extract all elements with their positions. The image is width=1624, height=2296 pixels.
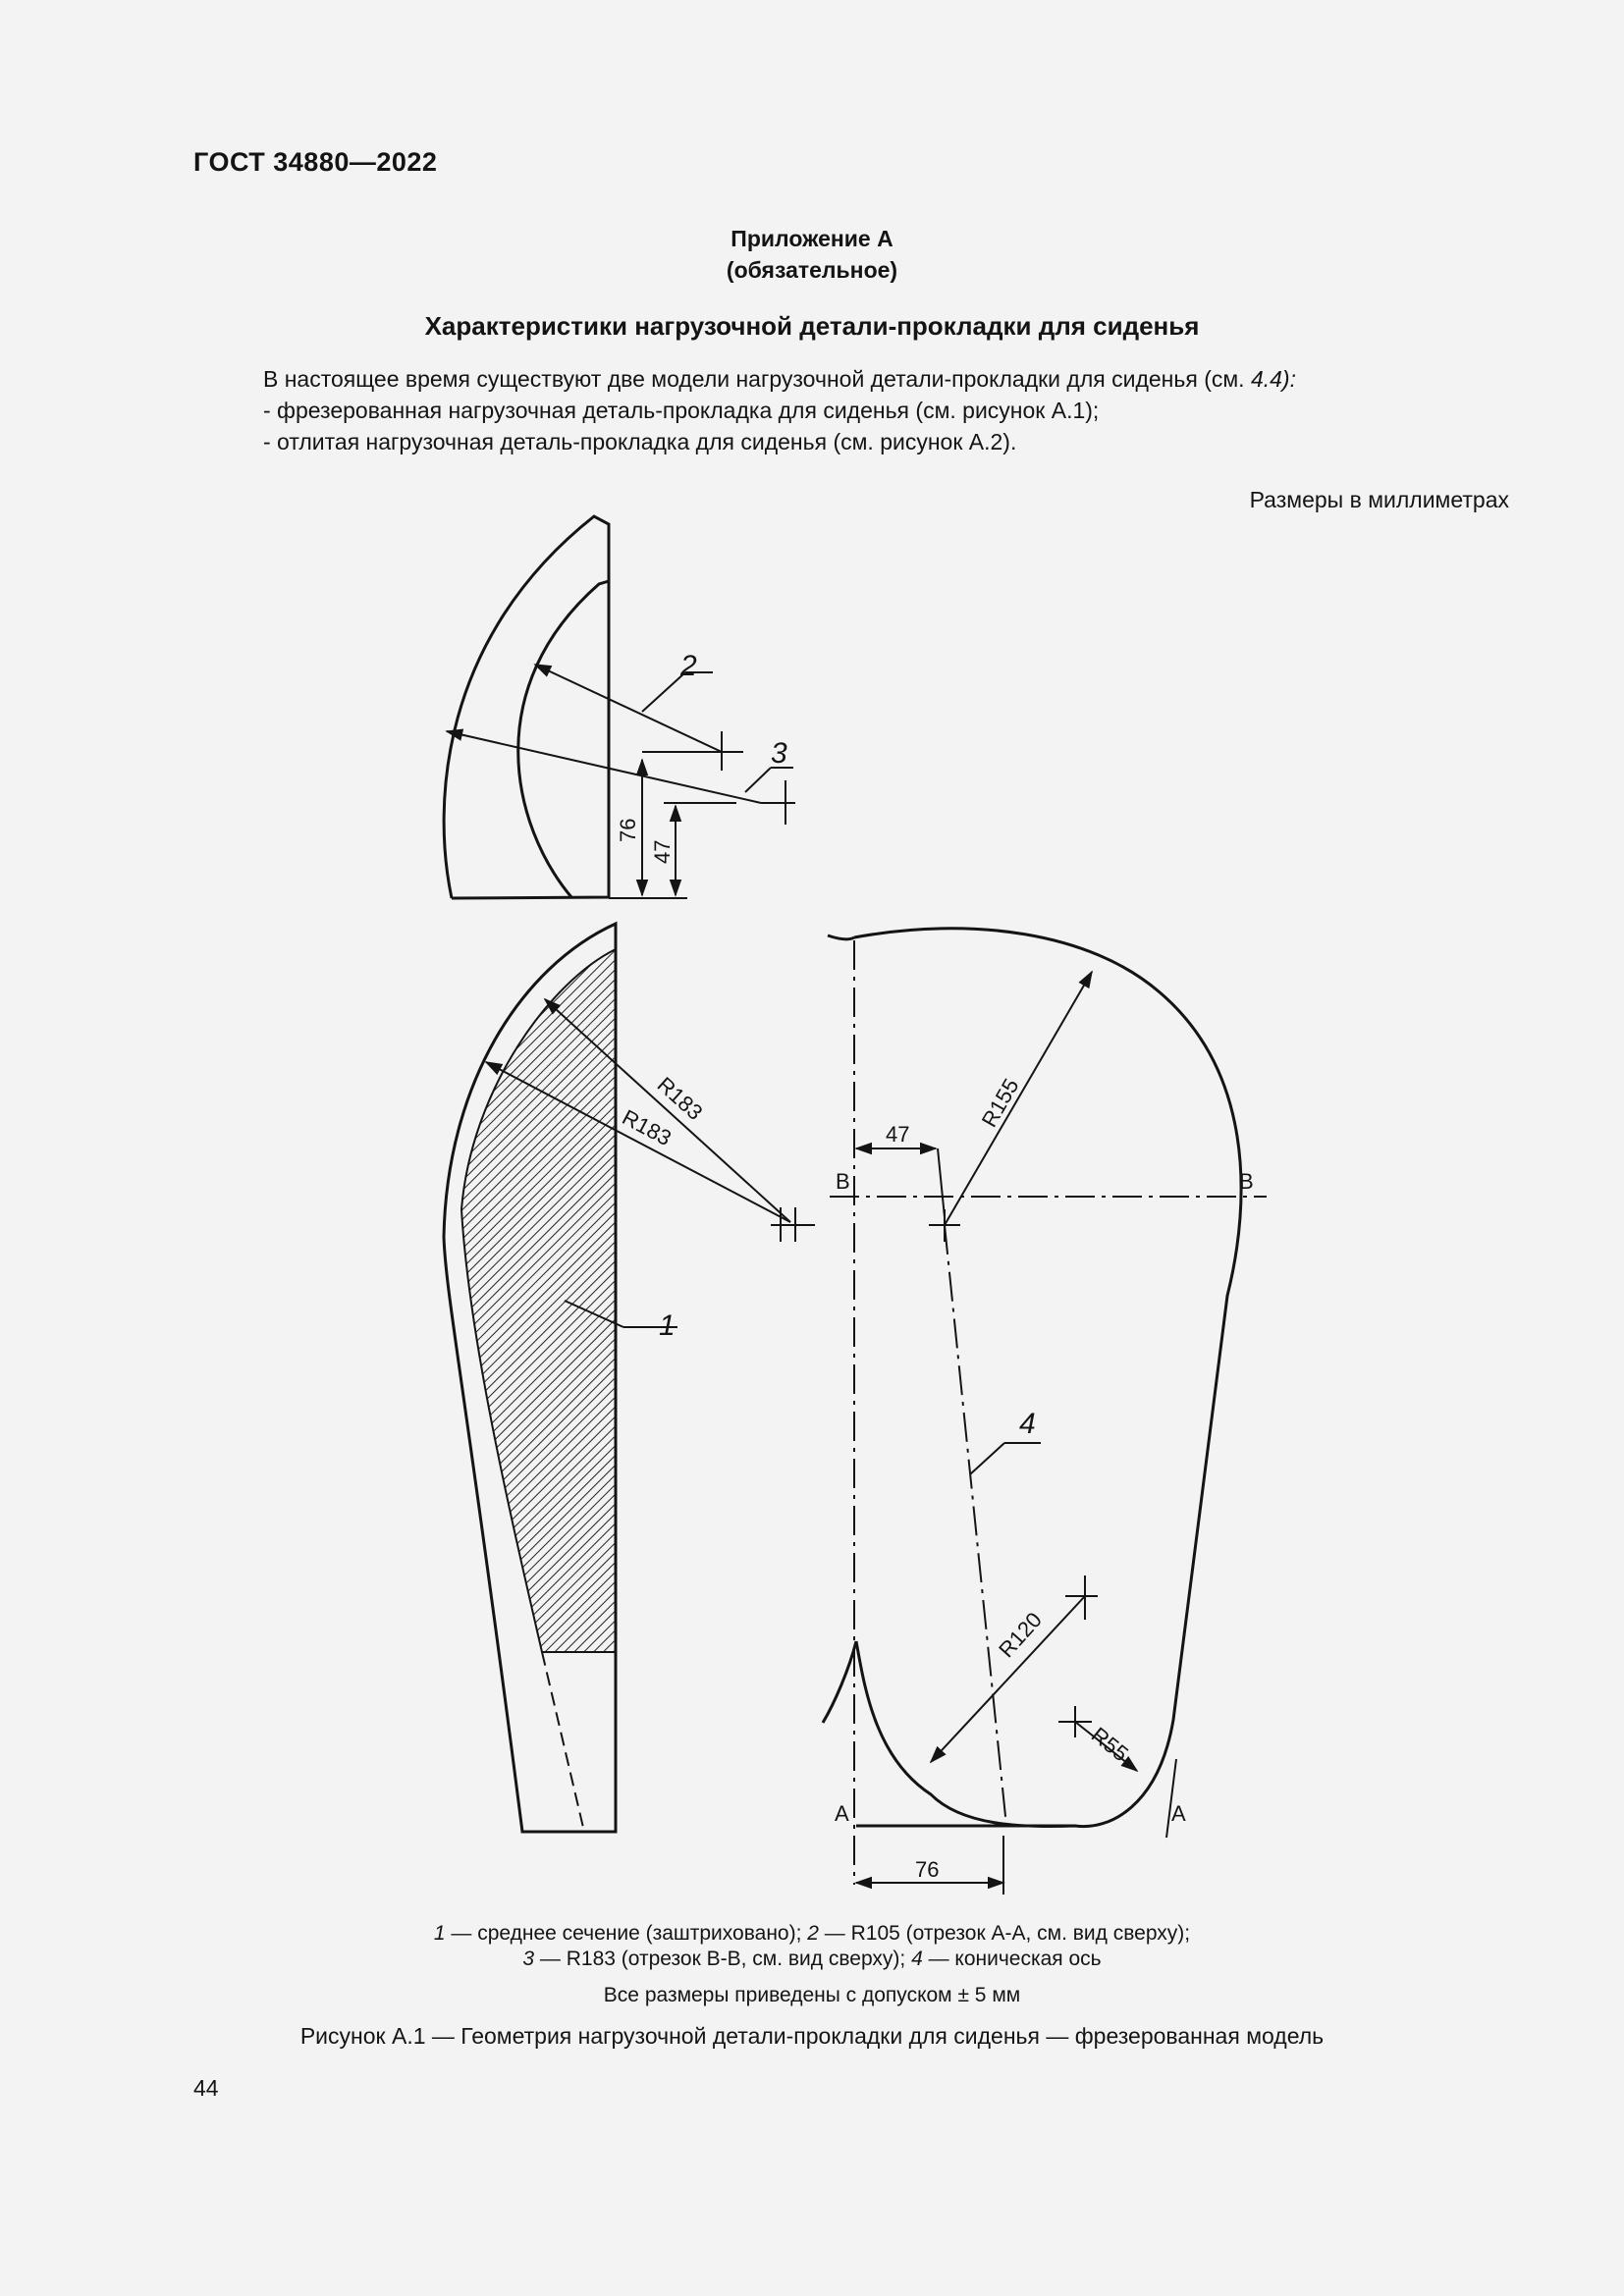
legend-text-2: — R105 (отрезок А-А, см. вид сверху); (818, 1922, 1191, 1945)
callout-4: 4 (1019, 1408, 1036, 1440)
front-view (823, 929, 1241, 1838)
section-mark-a-left: A (835, 1801, 849, 1826)
top-view-dimensions (447, 665, 795, 898)
dim-76-vertical: 76 (616, 818, 640, 842)
dim-r120: R120 (994, 1607, 1047, 1663)
legend-number-3: 3 (522, 1948, 535, 1970)
legend-number-1: 1 (433, 1922, 446, 1945)
intro-reference: 4.4): (1250, 366, 1296, 392)
legend-number-4: 4 (911, 1948, 923, 1970)
page-number: 44 (193, 2075, 219, 2101)
figure-legend-line-1 (0, 1922, 1624, 1946)
appendix-label: Приложение А (731, 226, 893, 251)
dim-r155: R155 (976, 1074, 1024, 1132)
intro-line: В настоящее время существуют две модели нагрузочной детали-прокладки для сиденья (см. (263, 366, 1245, 392)
dim-r55: R55 (1086, 1722, 1133, 1767)
legend-text-1: — среднее сечение (заштриховано); (445, 1922, 808, 1945)
callout-1: 1 (659, 1309, 676, 1342)
figure-legend-line-2 (0, 1948, 1624, 1971)
callout-2: 2 (680, 650, 697, 682)
units-note: Размеры в миллиметрах (1249, 487, 1509, 512)
dim-76: 76 (915, 1857, 940, 1882)
section-mark-a-right: A (1171, 1801, 1186, 1826)
top-view (444, 516, 609, 898)
document-code: ГОСТ 34880—2022 (193, 147, 438, 177)
list-item-milled: - фрезерованная нагрузочная деталь-прокладка для сиденья (см. рисунок А.1); (263, 398, 1100, 423)
appendix-title: Характеристики нагрузочной детали-прокладки для сиденья (424, 311, 1200, 341)
axes (830, 940, 1267, 1885)
callout-3: 3 (771, 737, 787, 770)
dim-47: 47 (886, 1122, 910, 1147)
side-section (444, 924, 616, 1832)
figure-caption: Рисунок А.1 — Геометрия нагрузочной детали-прокладки для сиденья — фрезерованная модель (299, 2023, 1325, 2049)
dim-r183-lower: R183 (618, 1104, 676, 1151)
section-mark-b-right: B (1239, 1169, 1254, 1194)
legend-text-3: — R183 (отрезок В-В, см. вид сверху); (534, 1948, 912, 1970)
section-mark-b-left: B (836, 1169, 850, 1194)
legend-text-4: — коническая ось (922, 1948, 1102, 1970)
dim-47-vertical: 47 (650, 839, 675, 864)
dim-r183-upper: R183 (652, 1072, 708, 1125)
tolerance-note: Все размеры приведены с допуском ± 5 мм (603, 1984, 1021, 2006)
appendix-status: (обязательное) (726, 257, 898, 283)
legend-number-2: 2 (807, 1922, 819, 1945)
list-item-cast: - отлитая нагрузочная деталь-прокладка для сиденья (см. рисунок А.2). (263, 429, 1017, 454)
